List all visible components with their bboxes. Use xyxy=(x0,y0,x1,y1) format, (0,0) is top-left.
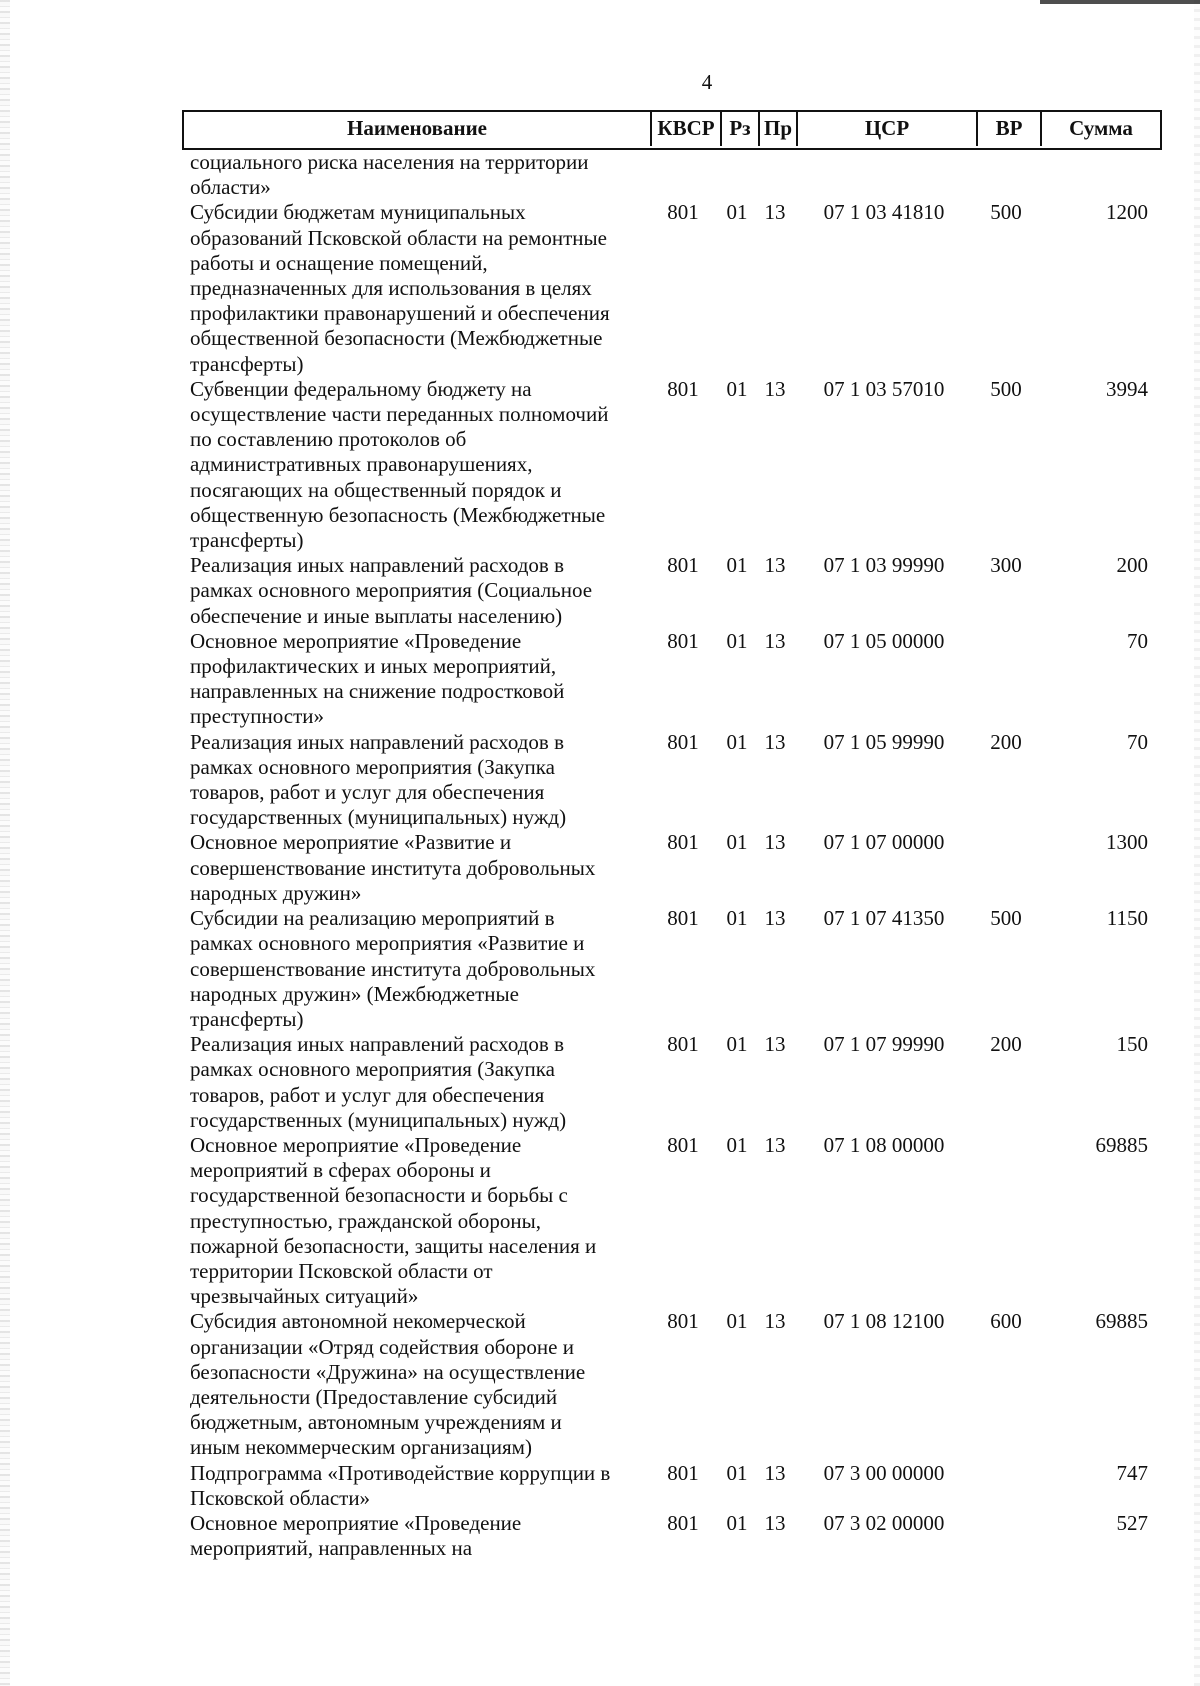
row-sum: 200 xyxy=(1116,553,1148,578)
row-rz: 01 xyxy=(726,830,748,855)
table-row xyxy=(182,1461,1162,1511)
row-pr: 13 xyxy=(764,628,786,653)
row-name: Реализация иных направлений расходов в рамках основного мероприятия (Закупка товаров, работ и услуг для обеспечения государственных (муниципальных) нужд) xyxy=(190,729,567,830)
table-row xyxy=(182,730,1162,831)
header-name: Наименование xyxy=(347,116,487,140)
row-pr: 13 xyxy=(764,1460,786,1485)
row-sum: 1200 xyxy=(1106,200,1148,225)
row-pr: 13 xyxy=(764,729,786,754)
row-pr: 13 xyxy=(764,830,786,855)
row-csr: 07 3 02 00000 xyxy=(823,1510,945,1535)
row-csr: 07 1 07 00000 xyxy=(823,830,945,855)
table-row xyxy=(182,1309,1162,1460)
row-sum: 69885 xyxy=(1095,1132,1148,1157)
row-rz: 01 xyxy=(726,1510,748,1535)
row-sum: 150 xyxy=(1116,1032,1148,1057)
row-rz: 01 xyxy=(726,1032,748,1057)
header-rz: Рз xyxy=(720,112,758,146)
row-pr: 13 xyxy=(764,553,786,578)
header-kvsr: КВСР xyxy=(650,112,720,146)
row-pr: 13 xyxy=(764,1132,786,1157)
table-row xyxy=(182,1511,1162,1561)
row-rz: 01 xyxy=(726,906,748,931)
row-name: Подпрограмма «Противодействие коррупции в Псковской области» xyxy=(190,1460,611,1510)
table-row xyxy=(182,1032,1162,1133)
row-name: Субсидия автономной некомерческой организации «Отряд содействия обороне и безопасности «Дружина» на осуществление деятельности (Предоставление субсидий бюджетным, автономным учреждениям и иным некоммерческим организациям) xyxy=(190,1309,586,1460)
table-header xyxy=(182,110,1162,150)
row-rz: 01 xyxy=(726,1132,748,1157)
row-rz: 01 xyxy=(726,628,748,653)
row-sum: 747 xyxy=(1116,1460,1148,1485)
row-name: Основное мероприятие «Проведение мероприятий, направленных на xyxy=(190,1510,522,1561)
header-vr: ВР xyxy=(976,112,1040,146)
table-row xyxy=(182,830,1162,906)
row-sum: 69885 xyxy=(1095,1309,1148,1334)
row-vr: 500 xyxy=(990,376,1022,401)
row-kvsr: 801 xyxy=(667,1132,699,1157)
row-kvsr: 801 xyxy=(667,729,699,754)
row-csr: 07 1 07 41350 xyxy=(823,906,945,931)
row-name: Субсидии на реализацию мероприятий в рамках основного мероприятия «Развитие и совершенствование института добровольных народных дружин» (Межбюджетные трансферты) xyxy=(190,906,596,1031)
row-kvsr: 801 xyxy=(667,376,699,401)
row-kvsr: 801 xyxy=(667,830,699,855)
row-rz: 01 xyxy=(726,729,748,754)
row-csr: 07 1 03 57010 xyxy=(823,376,945,401)
row-rz: 01 xyxy=(726,200,748,225)
scan-edge-top xyxy=(1040,0,1200,4)
row-rz: 01 xyxy=(726,553,748,578)
row-pr: 13 xyxy=(764,1032,786,1057)
row-vr: 600 xyxy=(990,1309,1022,1334)
row-sum: 1150 xyxy=(1106,906,1148,931)
row-kvsr: 801 xyxy=(667,1460,699,1485)
row-vr: 200 xyxy=(990,1032,1022,1057)
budget-table xyxy=(182,110,1162,1561)
row-name: Реализация иных направлений расходов в рамках основного мероприятия (Социальное обеспечение и иные выплаты населению) xyxy=(190,553,593,628)
row-kvsr: 801 xyxy=(667,628,699,653)
row-name: Основное мероприятие «Развитие и совершенствование института добровольных народных дружин» xyxy=(190,830,596,905)
scan-edge-right xyxy=(1194,0,1200,1686)
row-csr: 07 1 05 99990 xyxy=(823,729,945,754)
row-csr: 07 1 08 00000 xyxy=(823,1132,945,1157)
table-row xyxy=(182,629,1162,730)
row-vr: 200 xyxy=(990,729,1022,754)
row-pr: 13 xyxy=(764,906,786,931)
row-sum: 70 xyxy=(1127,628,1148,653)
row-kvsr: 801 xyxy=(667,200,699,225)
row-rz: 01 xyxy=(726,1460,748,1485)
row-vr: 500 xyxy=(990,200,1022,225)
row-pr: 13 xyxy=(764,200,786,225)
row-csr: 07 1 05 00000 xyxy=(823,628,945,653)
row-rz: 01 xyxy=(726,1309,748,1334)
row-name: Реализация иных направлений расходов в рамках основного мероприятия (Закупка товаров, работ и услуг для обеспечения государственных (муниципальных) нужд) xyxy=(190,1032,567,1132)
header-csr: ЦСР xyxy=(796,112,976,146)
table-row xyxy=(182,906,1162,1032)
row-kvsr: 801 xyxy=(667,553,699,578)
row-csr: 07 1 03 41810 xyxy=(823,200,945,225)
table-row xyxy=(182,200,1162,376)
row-kvsr: 801 xyxy=(667,1032,699,1057)
row-name: Субвенции федеральному бюджету на осуществление части переданных полномочий по составлению протоколов об административных правонарушениях, посягающих на общественный порядок и общественную безопасность (Межбюджетные трансферты) xyxy=(190,376,609,553)
row-sum: 527 xyxy=(1116,1510,1148,1535)
row-vr: 500 xyxy=(990,906,1022,931)
row-sum: 3994 xyxy=(1106,376,1148,401)
table-row xyxy=(182,377,1162,553)
row-name: социального риска населения на территории области» xyxy=(190,150,589,200)
table-row xyxy=(182,150,1162,200)
row-csr: 07 1 03 99990 xyxy=(823,553,945,578)
row-kvsr: 801 xyxy=(667,1309,699,1334)
row-rz: 01 xyxy=(726,376,748,401)
row-name: Субсидии бюджетам муниципальных образований Псковской области на ремонтные работы и оснащение помещений, предназначенных для использования в целях профилактики правонарушений и обеспечения общественной безопасности (Межбюджетные трансферты) xyxy=(190,200,610,376)
header-pr: Пр xyxy=(758,112,796,146)
row-kvsr: 801 xyxy=(667,1510,699,1535)
row-pr: 13 xyxy=(764,1510,786,1535)
table-row xyxy=(182,1133,1162,1309)
table-row xyxy=(182,553,1162,629)
row-sum: 70 xyxy=(1127,729,1148,754)
row-kvsr: 801 xyxy=(667,906,699,931)
row-csr: 07 1 07 99990 xyxy=(823,1032,945,1057)
row-pr: 13 xyxy=(764,1309,786,1334)
row-csr: 07 3 00 00000 xyxy=(823,1460,945,1485)
row-sum: 1300 xyxy=(1106,830,1148,855)
scan-edge-left xyxy=(0,0,10,1686)
row-vr: 300 xyxy=(990,553,1022,578)
table-body xyxy=(182,150,1162,1561)
row-name: Основное мероприятие «Проведение профилактических и иных мероприятий, направленных на снижение подростковой преступности» xyxy=(190,628,565,729)
row-csr: 07 1 08 12100 xyxy=(823,1309,945,1334)
row-name: Основное мероприятие «Проведение мероприятий в сферах обороны и государственной безопасности и борьбы с преступностью, гражданской обороны, пожарной безопасности, защиты населения и территории Псковской области от чрезвычайных ситуаций» xyxy=(190,1132,597,1309)
header-sum: Сумма xyxy=(1040,112,1160,146)
row-pr: 13 xyxy=(764,376,786,401)
page-number: 4 xyxy=(701,70,713,94)
